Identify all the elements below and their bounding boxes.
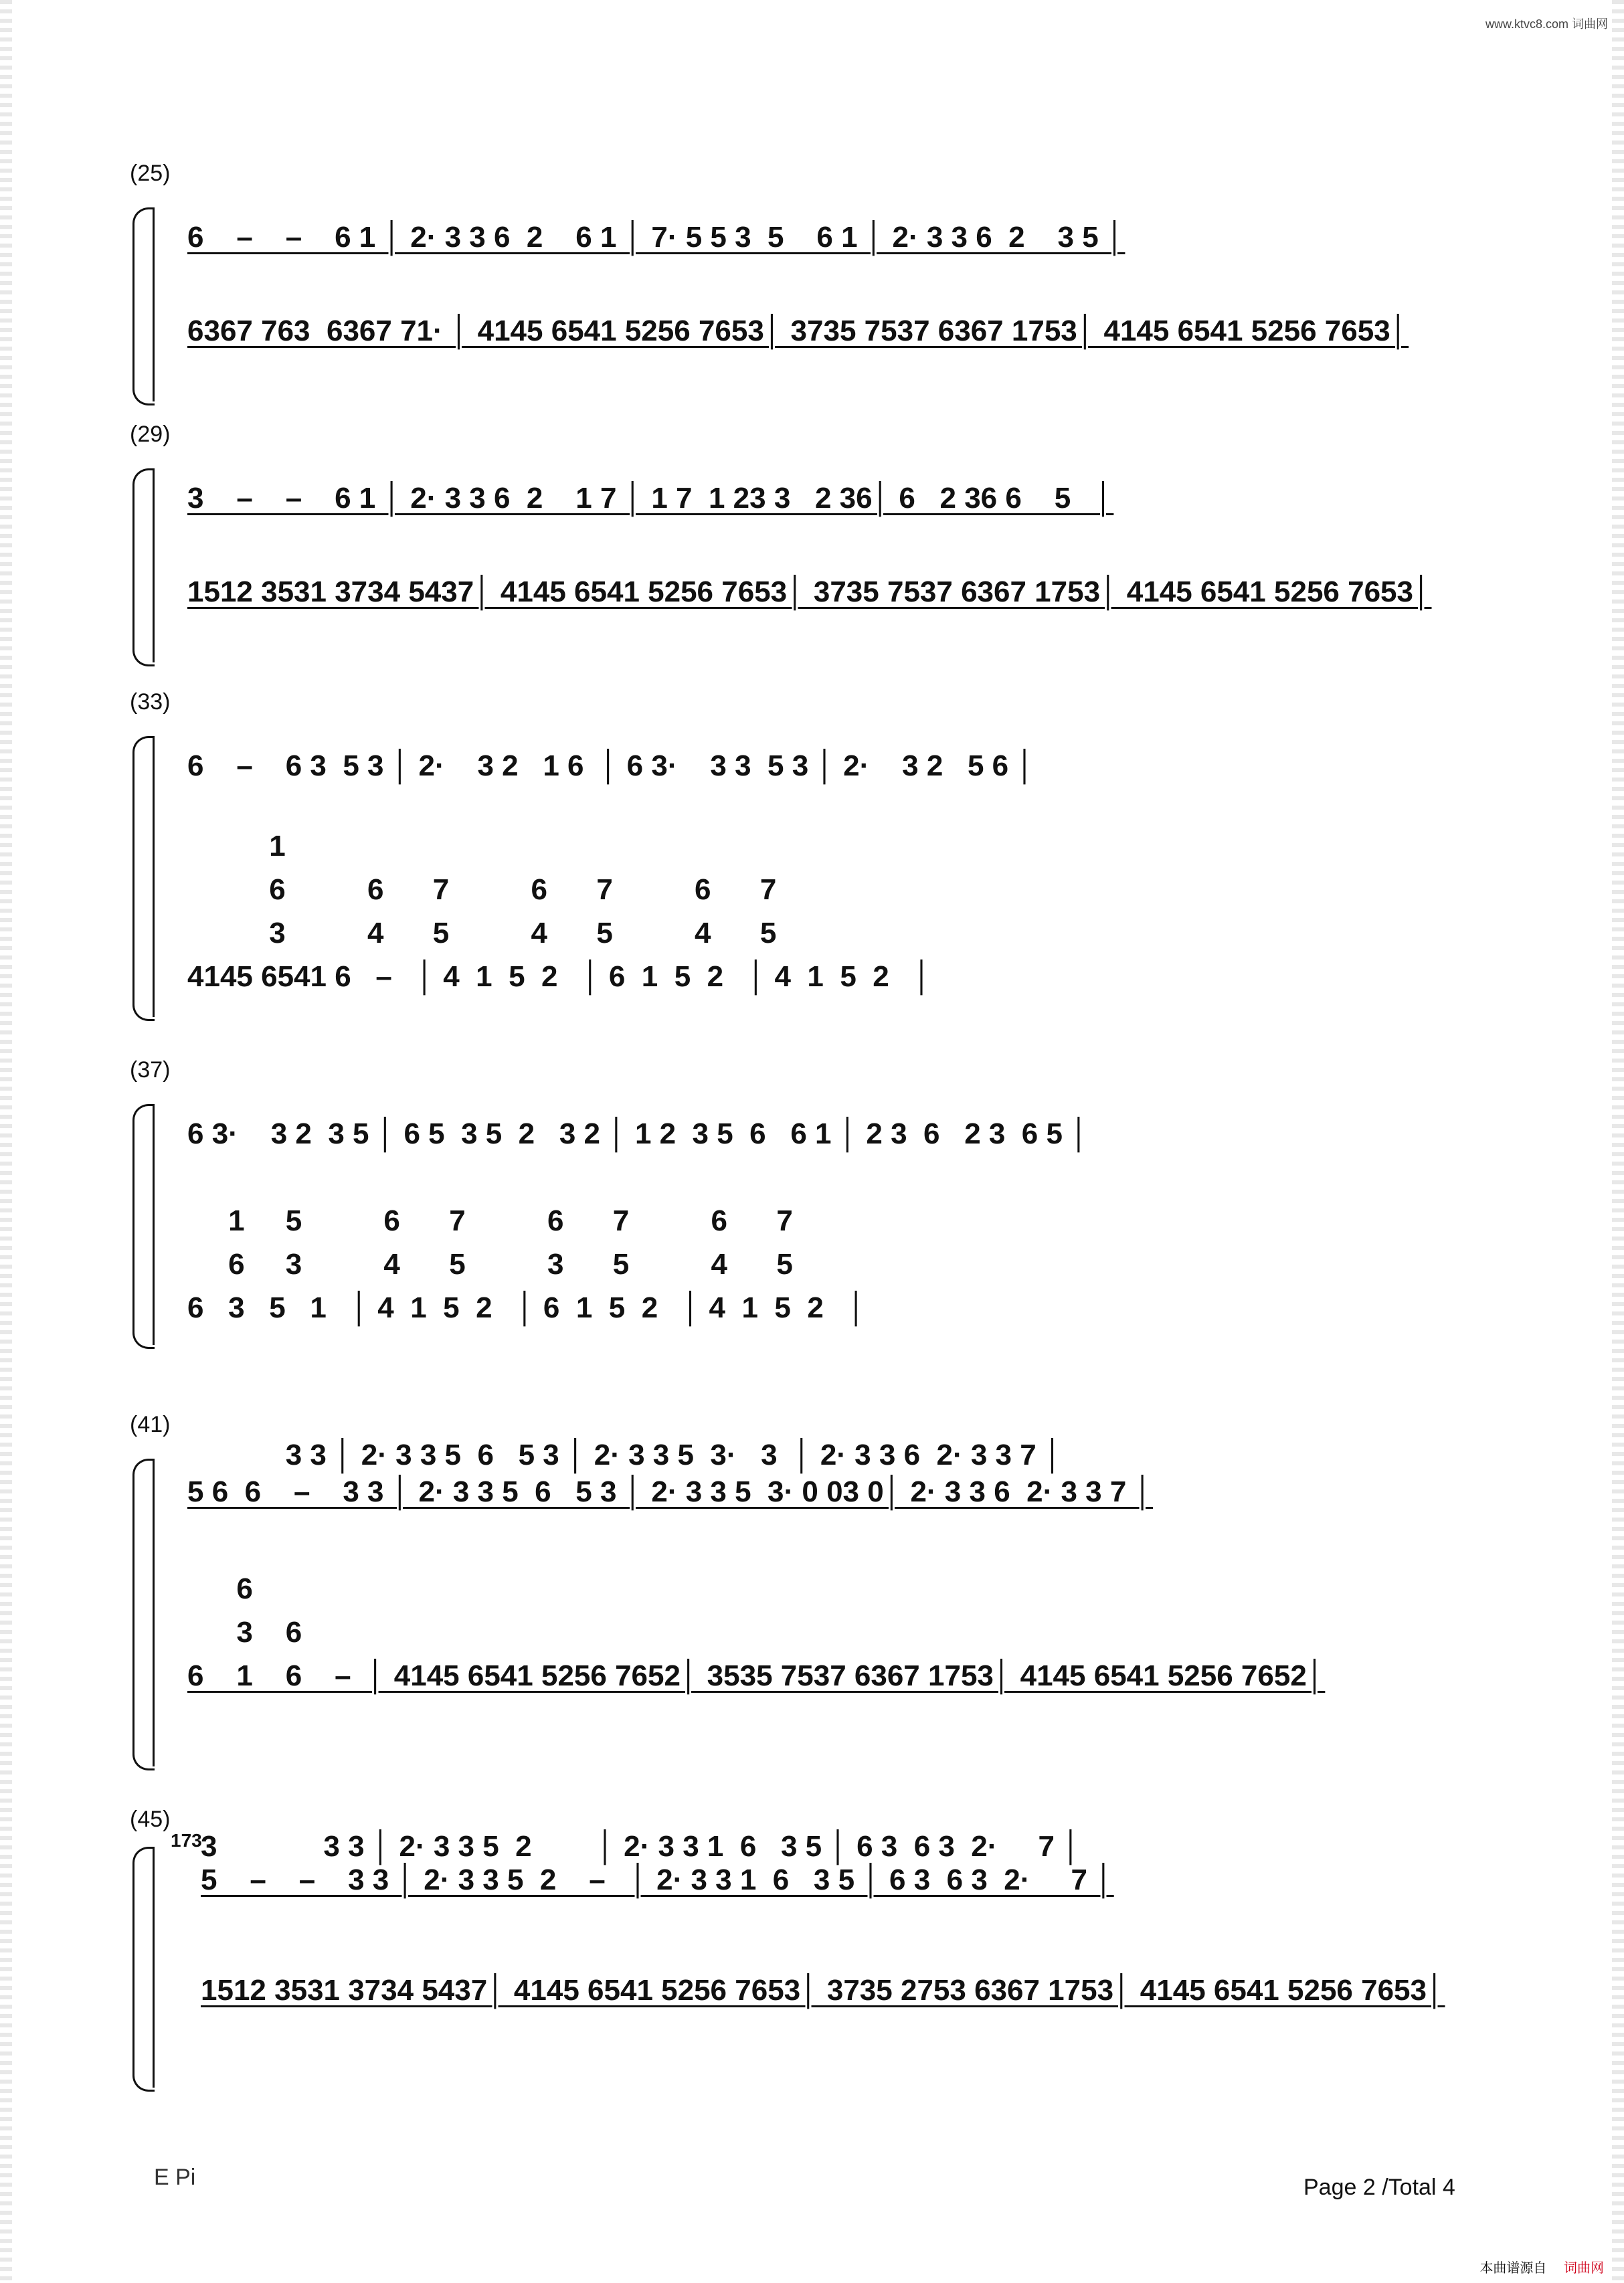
accompaniment-line: 6367 763 6367 71· │ 4145 6541 5256 7653│ 3735 7537 6367 1753│ 4145 6541 5256 7653│ — [187, 314, 1409, 347]
site-logo[interactable]: 词曲网 — [1564, 2261, 1604, 2276]
chord-upper: 1 — [187, 830, 286, 862]
system-line — [153, 1459, 155, 1766]
accompaniment-line: 4145 6541 6 – │ 4 1 5 2 │ 6 1 5 2 │ 4 1 5 2 │ — [187, 960, 932, 993]
chord-middle-1: 1 5 6 7 6 7 6 7 — [187, 1204, 793, 1237]
footer-title-partial: E Pi — [154, 2165, 196, 2190]
system-brace — [132, 1104, 155, 1349]
chord-middle-2: 3 4 5 4 5 4 5 — [187, 917, 777, 949]
system-brace — [132, 1459, 155, 1770]
melody-line: 5 – – 3 3 │ 2· 3 3 5 2 – │ 2· 3 3 1 6 3 5 │ 6 3 6 3 2· 7 │ — [201, 1863, 1114, 1896]
system-brace — [132, 1847, 155, 2092]
melody-line: 5 6 6 – 3 3 │ 2· 3 3 5 6 5 3 │ 2· 3 3 5 3· 0 03 0│ 2· 3 3 6 2· 3 3 7 │ — [187, 1475, 1154, 1508]
bottom-logo-strip — [1466, 2257, 1604, 2276]
page-number: Page 2 /Total 4 — [1303, 2175, 1455, 2200]
system-line — [153, 736, 155, 1017]
right-edge-strip — [1612, 0, 1624, 2283]
measure-number: (37) — [130, 1057, 171, 1083]
accompaniment-line: 1512 3531 3734 5437│ 4145 6541 5256 7653│ 3735 2753 6367 1753│ 4145 6541 5256 7653│ — [201, 1974, 1445, 2007]
melody-line: 6 – 6 3 5 3 │ 2· 3 2 1 6 │ 6 3· 3 3 5 3 │ 2· 3 2 5 6 │ — [187, 749, 1035, 782]
system-brace — [132, 207, 155, 405]
system-brace — [132, 736, 155, 1021]
system-line — [153, 468, 155, 662]
melody-line: 6 – – 6 1 │ 2· 3 3 6 2 6 1 │ 7· 5 5 3 5 6 1 │ 2· 3 3 6 2 3 5 │ — [187, 221, 1125, 254]
system-line — [153, 207, 155, 401]
accompaniment-line: 1512 3531 3734 5437│ 4145 6541 5256 7653│ 3735 7537 6367 1753│ 4145 6541 5256 7653│ — [187, 575, 1432, 608]
system-brace — [132, 468, 155, 666]
chord-middle-2: 3 6 — [187, 1616, 302, 1649]
header-url: www.ktvc8.com 词曲网 — [1485, 17, 1608, 31]
system-line — [153, 1104, 155, 1345]
measure-number: (29) — [130, 422, 171, 447]
left-edge-strip — [0, 0, 12, 2283]
accompaniment-line: 6 1 6 – │ 4145 6541 5256 7652│ 3535 7537 6367 1753│ 4145 6541 5256 7652│ — [187, 1659, 1326, 1692]
chord-middle-1: 6 — [187, 1572, 253, 1605]
measure-number: (33) — [130, 689, 171, 715]
grace-notes: 173 — [171, 1830, 202, 1851]
system-line — [153, 1847, 155, 2088]
measure-number: (45) — [130, 1807, 171, 1832]
source-label: 本曲谱源自 — [1479, 2261, 1547, 2276]
melody-line: 3 – – 6 1 │ 2· 3 3 6 2 1 7 │ 1 7 1 23 3 2 36│ 6 2 36 6 5 │ — [187, 482, 1114, 515]
melody-line: 6 3· 3 2 3 5 │ 6 5 3 5 2 3 2 │ 1 2 3 5 6 6 1 │ 2 3 6 2 3 6 5 │ — [187, 1117, 1089, 1150]
melody-upper-line: 3 3 │ 2· 3 3 5 6 5 3 │ 2· 3 3 5 3· 3 │ 2· 3 3 6 2· 3 3 7 │ — [187, 1439, 1063, 1471]
chord-middle-1: 6 6 7 6 7 6 7 — [187, 873, 777, 906]
chord-middle-2: 6 3 4 5 3 5 4 5 — [187, 1248, 793, 1281]
measure-number: (25) — [130, 161, 171, 186]
melody-upper-line: 3 3 3 │ 2· 3 3 5 2 │ 2· 3 3 1 6 3 5 │ 6 3 6 3 2· 7 │ — [201, 1830, 1081, 1863]
measure-number: (41) — [130, 1412, 171, 1437]
accompaniment-line: 6 3 5 1 │ 4 1 5 2 │ 6 1 5 2 │ 4 1 5 2 │ — [187, 1291, 867, 1324]
